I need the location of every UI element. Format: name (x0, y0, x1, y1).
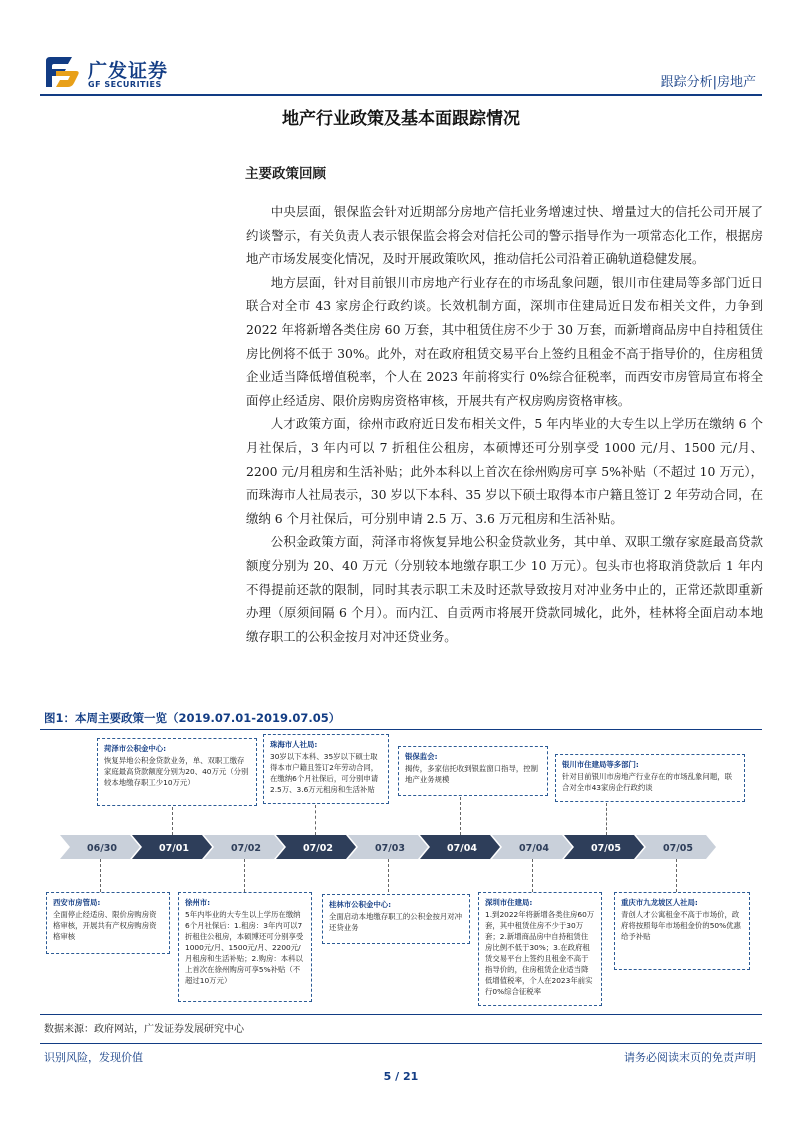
connector (460, 797, 461, 835)
timeline-arrow (204, 835, 284, 859)
paragraph-central: 中央层面，银保监会针对近期部分房地产信托业务增速过快、增量过大的信托公司开展了约谈警示，有关负责人表示银保监会将会对信托公司的警示指导作为一项常态化工作，根据房地产市场发展变化情况，及时开展政策吹风，推动信托公司沿着正确轨道稳健发展。 (246, 204, 763, 267)
policy-box-text: 揭传，多家信托收到银监窗口指导，控制地产业务规模 (405, 764, 539, 784)
footer-divider (40, 1043, 762, 1044)
timeline-date: 07/05 (591, 843, 621, 854)
policy-box-text: 青创人才公寓租金不高于市场价，政府将按照每年市场租金价的50%优惠给予补贴 (621, 910, 741, 941)
policy-box-text: 1.到2022年将新增各类住房60万套，其中租赁住房不少于30万套；2.新增商品房中自持租赁住房比例不低于30%；3.在政府租赁交易平台上签约且租金不高于指导价的，住房租赁企业适当降低增值税率，个人在2023年前实行0%综合征税率 (485, 910, 595, 996)
data-source: 数据来源：政府网站，广发证券发展研究中心 (44, 1024, 244, 1035)
timeline-arrow (276, 835, 356, 859)
policy-box-text: 5年内毕业的大专生以上学历在缴纳6个月社保后：1.租房：3年内可以7折租住公租房，本硕博还可分别享受1000元/月、1500元/月、2200元/月租房和生活补贴；2.购房：本科以上首次在徐州购房可享5%补贴（不超过10万元） (185, 910, 304, 985)
timeline-date: 07/02 (231, 843, 261, 854)
policy-box-title: 菏泽市公积金中心: (104, 744, 167, 753)
policy-timeline-figure (40, 730, 762, 1014)
policy-box-yinchuan (555, 754, 745, 802)
timeline-date: 06/30 (87, 843, 117, 854)
connector (100, 859, 101, 892)
timeline-arrow (564, 835, 644, 859)
timeline-date: 07/05 (663, 843, 693, 854)
policy-box-shenzhen (478, 892, 602, 1006)
policy-box-title: 西安市房管局: (53, 898, 101, 907)
policy-box-text: 恢复异地公积金贷款业务，单、双职工缴存家庭最高贷款额度分别为20、40万元（分别较本地缴存职工少10万元） (104, 756, 249, 787)
header-divider (40, 94, 762, 96)
page-title: 地产行业政策及基本面跟踪情况 (282, 109, 520, 129)
paragraph-local: 地方层面，针对目前银川市房地产行业存在的市场乱象问题，银川市住建局等多部门近日联合对全市 43 家房企行政约谈。长效机制方面，深圳市住建局近日发布相关文件，力争到 2022 年将新增各类住房 60 万套，其中租赁住房不少于 30 万套，而新增商品房中自持租赁住房比例将不低于 30%。此外，对在政府租赁交易平台上签约且租金不高于指导价的，住房租赁企业适当降低增值税率，个人在 2023 年前将实行 0%综合征税率，而西安市房管局宣布将全面停止经适房、限价房购房资格审核，开展共有产权房购房资格审核。 (246, 274, 763, 408)
body-text (246, 200, 763, 648)
timeline-arrow (420, 835, 500, 859)
policy-box-text: 全面启动本地缴存职工的公积金按月对冲还贷业务 (329, 912, 463, 932)
timeline-arrow (132, 835, 212, 859)
policy-box-title: 徐州市: (185, 898, 211, 907)
timeline-arrow (60, 835, 140, 859)
timeline-date: 07/03 (375, 843, 405, 854)
timeline-arrow (492, 835, 572, 859)
policy-box-title: 珠海市人社局: (270, 740, 318, 749)
page-number: 5 / 21 (383, 1070, 419, 1083)
policy-box-xuzhou (178, 892, 312, 1002)
section-title: 主要政策回顾 (245, 166, 326, 182)
footer-disclaimer: 请务必阅读末页的免责声明 (624, 1051, 756, 1064)
timeline-arrow (636, 835, 716, 859)
logo-english-name: GF SECURITIES (88, 80, 162, 89)
policy-box-text: 30岁以下本科、35岁以下硕士取得本市户籍且签订2年劳动合同，在缴纳6个月社保后，可分别申请2.5万、3.6万元租房和生活补贴 (270, 752, 379, 794)
timeline-arrow (348, 835, 428, 859)
policy-box-title: 桂林市公积金中心: (329, 900, 392, 909)
policy-box-text: 全面停止经适房、限价房购房资格审核，开展共有产权房购房资格审核 (53, 910, 157, 941)
figure-bottom-rule (40, 1014, 762, 1015)
connector (676, 859, 677, 892)
policy-box-zhuhai (263, 734, 389, 804)
figure-title: 图1：本周主要政策一览（2019.07.01-2019.07.05） (44, 711, 341, 725)
timeline-date: 07/01 (159, 843, 189, 854)
policy-box-guilin (322, 894, 470, 944)
company-logo-icon (42, 55, 82, 89)
connector (315, 805, 316, 835)
policy-box-text: 针对目前银川市房地产行业存在的市场乱象问题，联合对全市43家房企行政约谈 (562, 772, 732, 792)
connector (606, 803, 607, 835)
policy-box-xian (46, 892, 170, 954)
policy-box-title: 银保监会: (405, 752, 438, 761)
connector (532, 859, 533, 892)
report-type-label: 跟踪分析|房地产 (660, 75, 756, 90)
paragraph-talent: 人才政策方面，徐州市政府近日发布相关文件，5 年内毕业的大专生以上学历在缴纳 6 个月社保后，3 年内可以 7 折租住公租房，本硕博还可分别享受 1000 元/月、1500 元/月、2200 元/月租房和生活补贴；此外本科以上首次在徐州购房可享 5%补贴（不超过 10 万元），而珠海市人社局表示，30 岁以下本科、35 岁以下硕士取得本市户籍且签订 2 年劳动合同，在缴纳 6 个月社保后，可分别申请 2.5 万、3.6 万元租房和生活补贴。 (246, 416, 763, 526)
timeline-date: 07/02 (303, 843, 333, 854)
connector (172, 807, 173, 835)
timeline-date: 07/04 (519, 843, 549, 854)
timeline-date: 07/04 (447, 843, 477, 854)
policy-box-title: 深圳市住建局: (485, 898, 533, 907)
connector (244, 859, 245, 892)
policy-box-cbirc (398, 746, 548, 796)
policy-box-title: 银川市住建局等多部门: (562, 760, 639, 769)
policy-box-heze (97, 738, 257, 806)
footer-slogan: 识别风险，发现价值 (44, 1051, 143, 1064)
policy-box-title: 重庆市九龙坡区人社局: (621, 898, 698, 907)
policy-box-chongqing (614, 892, 750, 970)
paragraph-provident-fund: 公积金政策方面，菏泽市将恢复异地公积金贷款业务，其中单、双职工缴存家庭最高贷款额度分别为 20、40 万元（分别较本地缴存职工少 10 万元）。包头市也将取消贷款后 1 年内不得提前还款的限制，同时其表示职工未及时还款导致按月对冲业务中止的，正常还款即重新办理（原须间隔 6 个月）。而内江、自贡两市将展开贷款同城化，此外，桂林将全面启动本地缴存职工的公积金按月对冲还贷业务。 (246, 534, 763, 644)
logo-chinese-name: 广发证券 (88, 60, 169, 82)
